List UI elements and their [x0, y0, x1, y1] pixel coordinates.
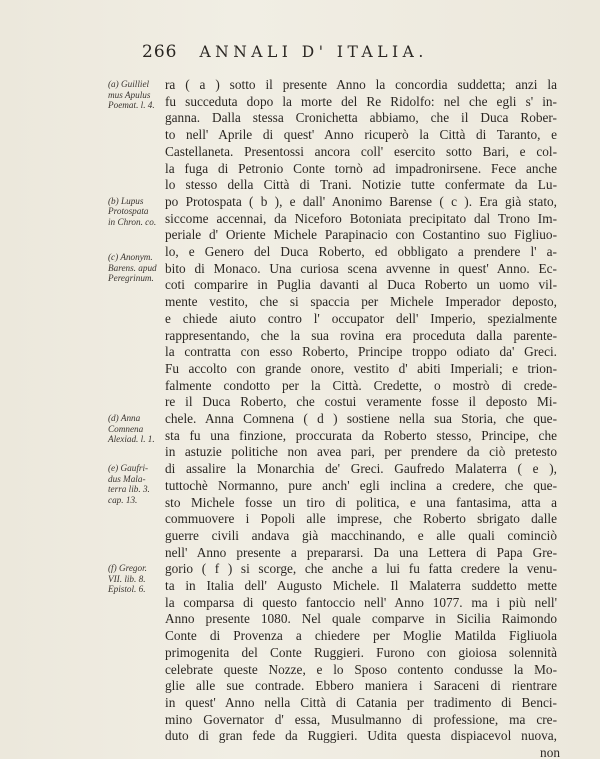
side-note-line: (e) Gaufri-	[108, 463, 149, 474]
text-line: coti comparire in Puglia davanti al Duca Roberto un uomo vil-	[165, 277, 557, 293]
text-line: lo, e Genero del Duca Roberto, ed obbligato a prendere l' a-	[165, 244, 557, 259]
side-note-line: Epistol. 6.	[108, 584, 146, 595]
side-note-line: Barens. apud	[108, 262, 157, 273]
text-line: celebrate queste Nozze, e lo Sposo contento condusse la Mo-	[165, 661, 557, 677]
side-note-line: (a) Guilliel	[108, 79, 150, 89]
text-line: in astuzie politiche non avea pari, per prendere da ciò pretesto	[165, 444, 557, 460]
text-line: in quest' Anno nella Città di Catania per tradimento di Benci-	[165, 694, 557, 710]
side-note-f	[108, 563, 166, 595]
text-line: siccome accennai, da Niceforo Botoniata precipitato dal Trono Im-	[165, 210, 557, 226]
side-note-line: VII. lib. 8.	[108, 573, 146, 584]
text-line: chele. Anna Comnena ( d ) sostiene nella sua Storia, che que-	[165, 411, 557, 426]
side-note-line: Comnena	[108, 423, 144, 434]
side-note-d	[108, 413, 166, 445]
text-line: duto di gran fede da Ruggieri. Udita questa dispiacevol nuova,	[165, 728, 557, 744]
side-note-line: cap. 13.	[108, 494, 138, 505]
side-note-line: dus Mala-	[108, 473, 146, 484]
text-line: mino Governator d' essa, Musulmanno di professione, ma cre-	[165, 711, 557, 727]
side-note-line: Protospata	[108, 206, 149, 217]
side-note-a	[108, 79, 166, 111]
side-note-line: (c) Anonym.	[108, 252, 153, 262]
side-note-line: (d) Anna	[108, 413, 141, 423]
text-line: gorio ( f ) si scorge, che anche a lui fu fatta credere la venu-	[165, 561, 557, 577]
text-line: mente vestito, che si spaccia per Michele Imperador deposto,	[165, 294, 557, 310]
side-note-line: Alexiad. l. 1.	[108, 434, 155, 444]
text-line: lo stesso della Città di Trani. Notizie tutte confermate da Lu-	[165, 177, 557, 193]
text-line: rappresentando, che la sua rovina era proceduta dalla parente-	[165, 327, 557, 343]
text-line: po Protospata ( b ), e dall' Anonimo Barense ( c ). Era già stato,	[165, 193, 557, 209]
text-line: non	[540, 745, 560, 759]
text-line: Conte di Provenza a chiedere per Moglie Matilda Figliuola	[165, 628, 557, 644]
text-line: sto Michele fosse un tiro di politica, e una fantasima, atta a	[165, 494, 557, 510]
text-line: ta in Italia dell' Augusto Michele. Il Malaterra suddetto mette	[165, 578, 557, 593]
text-line: guerre civili andava già macchinando, e alle quali cominciò	[165, 527, 557, 543]
text-line: glie alle sue contrade. Ebbero maniera i Saraceni di rientrare	[165, 678, 557, 694]
side-note-line: in Chron. co.	[108, 216, 157, 227]
side-note-line: Poemat. l. 4.	[108, 100, 155, 110]
text-line: di assalire la Monarchia de' Greci. Gaufredo Malaterra ( e ),	[165, 461, 557, 477]
text-line: la contratta con esso Roberto, Principe troppo odiato da' Greci.	[165, 344, 557, 360]
text-line: tuttochè Normanno, pure anch' egli inclina a credere, che que-	[165, 477, 557, 493]
text-line: commuovere i Popoli alle imprese, che Roberto sbrigato dalle	[165, 511, 557, 527]
text-line: nell' Anno presente a prepararsi. Da una Lettera di Papa Gre-	[165, 544, 557, 560]
side-note-line: mus Apulus	[108, 89, 151, 100]
page-header	[142, 42, 562, 62]
text-line: bito di Monaco. Una curiosa scena avvenne in quest' Anno. Ec-	[165, 260, 557, 276]
text-line: to nell' Aprile di quest' Anno ricuperò la Città di Taranto, e	[165, 127, 557, 143]
side-note-line: terra lib. 3.	[108, 484, 150, 495]
text-line: fu succeduta dopo la morte del Re Ridolfo: nel che egli s' in-	[165, 93, 557, 109]
side-note-line: Peregrinum.	[108, 273, 154, 283]
side-note-b	[108, 196, 166, 228]
text-line: Fu accolto con grande onore, vestito d' abiti Imperiali; e trion-	[165, 360, 557, 376]
text-line: ra ( a ) sotto il presente Anno la concordia suddetta; anzi la	[165, 77, 557, 92]
page-number: 266	[142, 42, 178, 62]
text-line: Castellaneta. Presentossi ancora coll' esercito sotto Bari, e col-	[165, 143, 557, 159]
text-line: la fuga di Petronio Conte tornò ad impadronirsene. Fece anche	[165, 160, 557, 176]
text-line: falmente condotto per la Città. Credette, o mostrò di crede-	[165, 377, 557, 393]
side-note-e	[108, 463, 166, 505]
running-head: ANNALI D' ITALIA.	[199, 43, 428, 61]
text-line: periale d' Oriente Michele Parapinacio con Costantino suo Figliuo-	[165, 227, 557, 243]
text-line: sta fu una finzione, proccurata da Roberto stesso, Principe, che	[165, 427, 557, 443]
side-note-c	[108, 252, 166, 284]
text-line: Anno presente 1080. Nel quale comparve in Sicilia Raimondo	[165, 611, 557, 627]
text-line: la comparsa di questo fantoccio nell' Anno 1077. ma i più nell'	[165, 594, 557, 610]
text-line: e chiede aiuto contro l' occupator dell' Imperio, spezialmente	[165, 310, 557, 326]
side-note-line: (b) Lupus	[108, 195, 144, 206]
side-note-line: (f) Gregor.	[108, 563, 147, 574]
text-line: primogenita del Conte Ruggieri. Furono con gioiosa solennità	[165, 644, 557, 660]
text-line: ganna. Dalla stessa Cronichetta abbiamo, che il Duca Rober-	[165, 110, 557, 126]
text-line: re il Duca Roberto, che costui veramente fosse il deposto Mi-	[165, 394, 557, 410]
